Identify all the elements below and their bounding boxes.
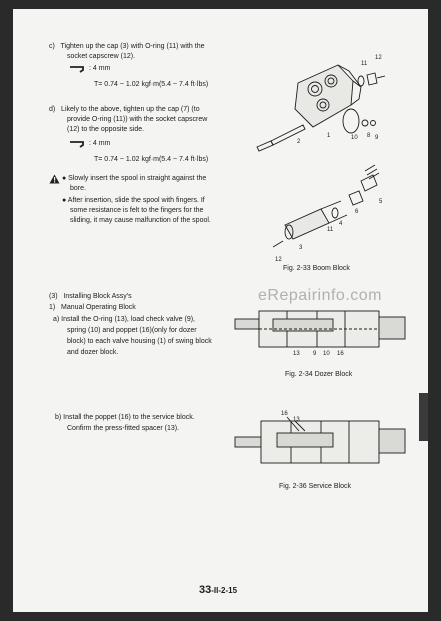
dozer-block-figure <box>233 305 413 365</box>
step-a-line4: and dozer block. <box>67 349 119 356</box>
svg-text:5: 5 <box>379 199 383 205</box>
svg-text:6: 6 <box>355 209 359 215</box>
step-d-line1: d) Likely to the above, tighten up the cap (7) (to <box>49 106 200 113</box>
service-block-figure <box>233 407 413 479</box>
step-d-line3: (12) to the opposite side. <box>67 126 145 133</box>
step-c-torque: T= 0.74 ~ 1.02 kgf·m(5.4 ~ 7.4 ft·lbs) <box>94 81 209 88</box>
svg-text:4: 4 <box>339 221 343 227</box>
watermark-site: eRepairinfo.com <box>258 287 382 304</box>
manual-page <box>13 9 428 612</box>
step-a-line3: block) to each valve housing (1) of swing block <box>67 338 212 345</box>
svg-text:1: 1 <box>327 133 331 139</box>
step-b-line1: b) Install the poppet (16) to the service block. <box>55 414 195 421</box>
svg-text:8: 8 <box>367 133 371 139</box>
page-number-main: 33 <box>199 584 212 596</box>
section-heading: (3) Installing Block Assy's <box>49 293 132 300</box>
svg-text:16: 16 <box>281 411 288 417</box>
svg-text:11: 11 <box>361 61 368 67</box>
step-d-line2: provide O-ring (11)) with the socket capscrew <box>67 116 208 123</box>
service-block-caption: Fig. 2-36 Service Block <box>279 483 351 490</box>
step-d-torque: T= 0.74 ~ 1.02 kgf·m(5.4 ~ 7.4 ft·lbs) <box>94 156 209 163</box>
svg-text:13: 13 <box>293 351 300 357</box>
step-a-line1: a) Install the O-ring (13), load check valve (9), <box>53 316 196 323</box>
step-c-line1: c) Tighten up the cap (3) with O-ring (11) with the <box>49 43 205 50</box>
page-number-sub: -II-2-15 <box>211 586 238 595</box>
boom-block-figure <box>243 43 393 265</box>
svg-text:2: 2 <box>297 139 301 145</box>
svg-text:10: 10 <box>351 135 358 141</box>
wrench-icon <box>69 140 87 148</box>
svg-text:12: 12 <box>275 257 282 263</box>
step-a-line2: spring (10) and poppet (16)(only for dozer <box>67 327 197 334</box>
svg-text:9: 9 <box>375 135 379 141</box>
svg-text:12: 12 <box>375 55 382 61</box>
svg-text:16: 16 <box>337 351 344 357</box>
svg-text:10: 10 <box>323 351 330 357</box>
caution-line3: ● After insertion, slide the spool with fingers. If <box>62 197 205 204</box>
wrench-icon <box>69 65 87 73</box>
section-tab <box>419 393 428 441</box>
svg-text:3: 3 <box>299 245 303 251</box>
svg-text:13: 13 <box>293 417 300 423</box>
boom-block-caption: Fig. 2-33 Boom Block <box>283 265 350 272</box>
step-c-line2: socket capscrew (12). <box>67 53 136 60</box>
dozer-block-caption: Fig. 2-34 Dozer Block <box>285 371 353 378</box>
caution-line2: bore. <box>70 185 86 192</box>
subsection-heading: 1) Manual Operating Block <box>49 304 136 311</box>
step-d-tool-size: : 4 mm <box>89 140 111 147</box>
caution-triangle-icon <box>49 174 60 184</box>
caution-line4: some resistance is felt to the fingers for the <box>70 207 204 214</box>
step-c-tool-size: : 4 mm <box>89 65 111 72</box>
caution-line5: sliding, it may cause malfunction of the spool. <box>70 217 211 224</box>
caution-line1: ● Slowly insert the spool in straight against the <box>62 175 207 182</box>
page-number <box>199 584 237 596</box>
svg-text:11: 11 <box>327 227 334 233</box>
svg-text:9: 9 <box>313 351 317 357</box>
step-b-line2: Confirm the press-fitted spacer (13). <box>67 425 180 432</box>
